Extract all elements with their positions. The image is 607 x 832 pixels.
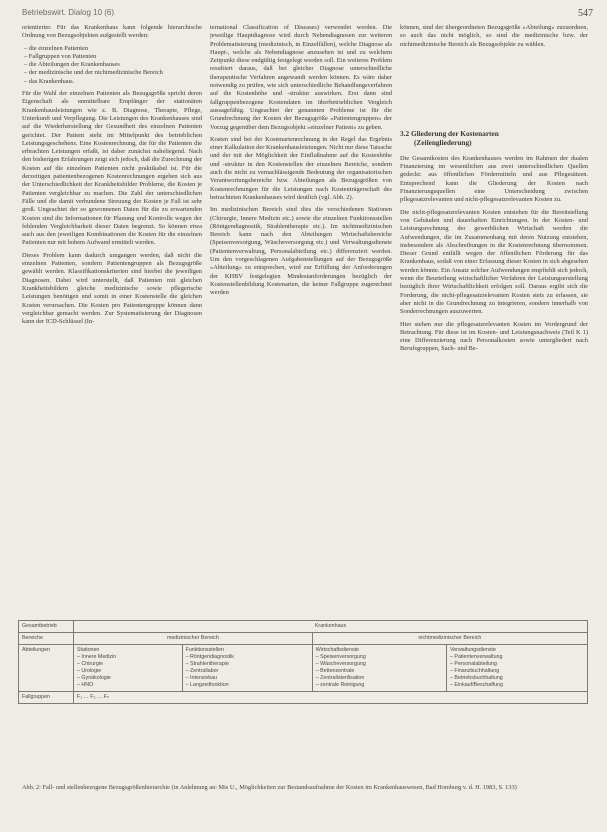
list-item: – zentrale Reinigung — [316, 682, 443, 689]
table-cell: Abteilungen — [19, 645, 74, 692]
group-title: Stationen — [77, 647, 100, 653]
text-column-middle — [210, 24, 392, 604]
list-item: – der medizinische und der nichtmedizinische Bereich — [32, 69, 202, 77]
table-cell: F₁ … F₂ … Fₙ — [74, 692, 588, 704]
table-cell: Krankenhaus — [74, 621, 588, 633]
paragraph: Dieses Problem kann dadurch umgangen werden, daß nicht die einzelnen Patienten, sondern Patientengruppen als Bezugsgröße gewählt werden. Klassifikationskriterien sind hierbei die jeweiligen Diagnosen. Dabei wird unterstellt, daß Patienten mit gleichen Krankheitsbildern gleiche medizinische sowie pflegerische Leistungen benötigen und somit in einer Kostenstelle die gleichen Kosten verursachen. Die Kosten pro Patientengruppe können dann vergleichbar gemacht werden. Zur Systematisierung der Diagnosen kann der ICD-Schlüssel (In- — [22, 251, 202, 326]
list-item: – Intensivbau — [186, 675, 309, 682]
page-number: 547 — [578, 8, 593, 19]
table-row — [19, 692, 588, 704]
list-item: – Strahlentherapie — [186, 661, 309, 668]
paragraph: Die Gesamtkosten des Krankenhauses werden im Rahmen der dualen Finanzierung im wesentlichen aus zwei unterschiedlichen Quellen gedeckt: aus öffentlichen Fördermitteln und aus Pflegesätzen. Entsprechend kann die Gliederung der Kosten nach Finanzierungsquellen eine Unterscheidung zwischen pflegesatzrelevanten und nicht-pflegesatzrelevanten Kosten zu. — [400, 154, 588, 204]
table-row — [19, 645, 588, 692]
list-item: – Wäscheversorgung — [316, 661, 443, 668]
list-item: – Zentrallsterilisation — [316, 675, 443, 682]
group-items — [316, 654, 443, 689]
paragraph: ternational Classification of Diseases) verwendet werden. Die jeweilige Hauptdiagnose wird durch Nebendiagnosen zur weiteren Problematisierung (medizinisch, in Einzelfällen), welche Diagnose als Haupt-, welche als Nebendiagnose anzusehen ist und zu welchem Zeitpunkt diese endgültig festgelegt werden soll. Ein weiteres Problem resultiert daraus, daß bei gleicher Diagnose unterschiedliche therapeutische Verfahren angewandt werden können. Es wäre daher notwendig zu prüfen, wie sich unterschiedliche Behandlungsverfahren auf die Kostenhöhe und -struktur auswirken. Erst dann sind fallgruppenbezogene Kostendaten im überbetrieblichen Vergleich aussagefähig. Ungeachtet der genannten Probleme ist für die Grundrechnung der Kosten der Bezugsgröße »Patientengruppen« der Vorzug gegenüber dem Bezugsobjekt »einzelner Patient« zu geben. — [210, 24, 392, 131]
paragraph: Im medizinischen Bereich sind dies die verschiedenen Stationen (Chirurgie, Innere Medizin etc.) sowie die einzelnen Funktionsstellen (Röntgendiagnostik, Strahlentherapie etc.). Im nichtmedizinischen Bereich kann nach den Abteilungen Wirtschaftsbereiche (Speisenversorgung, Wäscheversorgung etc.) und Verwaltungsdienste (Patientenverwaltung, Personalabteilung etc.) differenziert werden. Um den vorgeschlagenen Aufgabenstellungen auf der Bezugsgröße »Abteilung« zu entsprechen, wird zur Erfüllung der Anforderungen der KHBV festgelegten Mindestanforderungen bezüglich der Kostenstellenbildung Kostenarten, die keiner Fallgruppe zugerechnet werden — [210, 206, 392, 297]
list-item: – Bettenzentrale — [316, 668, 443, 675]
list-item: – Finanzbuchhaltung — [450, 668, 584, 675]
table-cell: nichtmedizinischer Bereich — [312, 633, 587, 645]
table-cell — [447, 645, 588, 692]
group-items — [186, 654, 309, 689]
list-item: – Personalabteilung — [450, 661, 584, 668]
paragraph: können, sind der übergeordneten Bezugsgröße »Abteilung« zuzuordnen, so auch das nicht möglich, so sind die medizinische bzw. der nichtmedizinische Bereich als Bezugsobjekte zu wählen. — [400, 24, 588, 48]
text-column-left — [22, 24, 202, 604]
paragraph: Kosten sind bei der Kostenartenrechnung in der Regel das Ergebnis einer Kalkulation der Krankenhausleistungen. Nicht nur diese Tatsache und der mit der Möglichkeit der Einflußnahme auf die Kostenhöhe und -struktur in den Kostenstellen der einzelnen Bereiche, sondern auch die nicht zu vernachlässigende Bedeutung der organisatorischen Verantwortungsbereiche bzw. Abteilungen als Bezugsgrößen von Kostenrechnungen für die Leistungen nach Kostenträgerschaft des betrachteten Krankenhauses wird deutlich (vgl. Abb. 2). — [210, 135, 392, 201]
table-row — [19, 633, 588, 645]
list-item: – Fallgruppen von Patienten — [32, 53, 202, 61]
list-item: – die Abteilungen der Krankenhauses — [32, 61, 202, 69]
table-cell — [182, 645, 312, 692]
table-cell: medizinischer Bereich — [74, 633, 313, 645]
list-item: – Einkauf/Beschaffung — [450, 682, 584, 689]
table-cell — [74, 645, 183, 692]
table-cell: Fallgruppen — [19, 692, 74, 704]
section-heading — [400, 129, 588, 147]
list-item: – Zentrallabor — [186, 668, 309, 675]
list-item: – HNO — [77, 682, 179, 689]
running-head: Betriebswirt. Dialog 10 (6) — [22, 8, 115, 17]
list-item: – Langzeitfunktion — [186, 682, 309, 689]
object-list — [22, 45, 202, 86]
list-item: – Patientenverwaltung — [450, 654, 584, 661]
table-cell — [312, 645, 446, 692]
group-items — [450, 654, 584, 689]
paragraph: Für die Wahl der einzelnen Patienten als Bezugsgröße spricht deren Eigenschaft als unmittelbare Empfänger der stationären Krankenhausleistungen wie z. B. Diagnose, Therapie, Pflege, Unterkunft und Verpflegung. Die Leistungen des Krankenhauses sind auf die Wiederherstellung der Gesundheit des einzelnen Patienten gerichtet. Der Patient steht im Mittelpunkt des betrieblichen Leistungsgeschehens. Eine Kostenrechnung, die für die Patienten die erbrachten Leistungen erfaßt, ist daher zunächst naheliegend. Nach den bisherigen Erfahrungen zeigt sich jedoch, daß die Zurechnung der Kosten auf die einzelnen Patienten nicht praktikabel ist. Für die derzeitigen patientenbezogenen Kostenrechnungen ergeben sich aus der Unterschiedlichkeit der Krankheitsbilder Probleme, die Kosten je Patienten vergleichbar zu machen. Die Zahl der unterschiedlichen Fälle und die damit verbundene Streuung der Kosten je Fall ist sehr groß. Ungeachtet der so gewonnenen Daten für die zu erwartenden Kosten sind die Informationen für Planung und Kontrolle wegen der fehlenden Vergleichbarkeit dieser Daten begrenzt. So können etwa auch aus den jeweiligen Kombinationen die Kosten für die einzelnen Patienten nur mit hohem Aufwand ermittelt werden. — [22, 90, 202, 247]
group-title: Verwaltungsdienste — [450, 647, 496, 653]
section-title: Gliederung der Kostenarten — [410, 128, 499, 138]
table-cell: Gesamtbetrieb — [19, 621, 74, 633]
list-item: – die einzelnen Patienten — [32, 45, 202, 53]
reference-hierarchy-table — [18, 620, 588, 704]
group-title: Wirtschaftsdienste — [315, 647, 360, 653]
list-item: – Chirurgie — [77, 661, 179, 668]
group-items — [77, 654, 179, 689]
table-row — [19, 621, 588, 633]
list-item: – Innere Medizin — [77, 654, 179, 661]
figure-caption: Abb. 2: Fall- und stellenbezogene Bezugsgrößenhierarchie (in Anlehnung an: Mis U., Möglichkeiten zur Bestandsaufnahme der Kosten im Krankenhauswesen, Bad Homburg v. d. H. 1983, S. 133) — [22, 784, 517, 791]
list-item: – Speisenversorgung — [316, 654, 443, 661]
paragraph: Hier stehen nur die pflegesatzrelevanten Kosten im Vordergrund der Betrachtung. Für diese ist im Kosten- und Leistungsnachweis (Teil K 1) eine Differenzierung nach Personalkosten sowie untergliedert nach Berufsgruppen, Sach- und Be- — [400, 320, 588, 353]
list-item: – das Krankenhaus. — [32, 78, 202, 86]
list-item: – Betriebsbuchhaltung — [450, 675, 584, 682]
group-title: Funktionsstellen — [185, 647, 224, 653]
list-item: – Gynäkologie — [77, 675, 179, 682]
paragraph: orientierter. Für das Krankenhaus kann folgende hierarchische Ordnung von Bezugsobjekten aufgestellt werden: — [22, 24, 202, 40]
list-item: – Urologie — [77, 668, 179, 675]
section-subtitle: (Zeilengliederung) — [414, 137, 472, 147]
section-number: 3.2 — [400, 128, 410, 138]
paragraph: Die nicht-pflegesatzrelevanten Kosten entstehen für die Bereitstellung von Gebäuden und dauerhaften Einrichtungen. In der Kosten- und Leistungsrechnung der gewerblichen Wirtschaft werden die Aufwendungen, die im Zusammenhang mit deren Nutzung entstehen, insbesondere als Abschreibungen in die Kostenrechnung übernommen. Dieser Grund entfällt wegen der öffentlichen Förderung für das Krankenhaus, sodaß von einer Erfassung dieser Kosten in sich abgesehen werden könnte. Ein Ansatz solcher Aufwendungen empfiehlt sich jedoch, wenn die Beurteilung wirtschaftlicher Verfahren der Leistungserstellung bezüglich ihrer Wirtschaftlichkeit erfolgen soll. Daraus ergibt sich die Forderung, die nicht-pflegesatzrelevanten Kosten stets zu erfassen, sie aber nicht in die Grundrechnung zu integrieren, sondern innerhalb von Sonderrechnungen auszuwerten. — [400, 208, 588, 316]
table-cell: Bereiche — [19, 633, 74, 645]
list-item: – Röntgendiagnostik — [186, 654, 309, 661]
text-column-right — [400, 24, 588, 604]
